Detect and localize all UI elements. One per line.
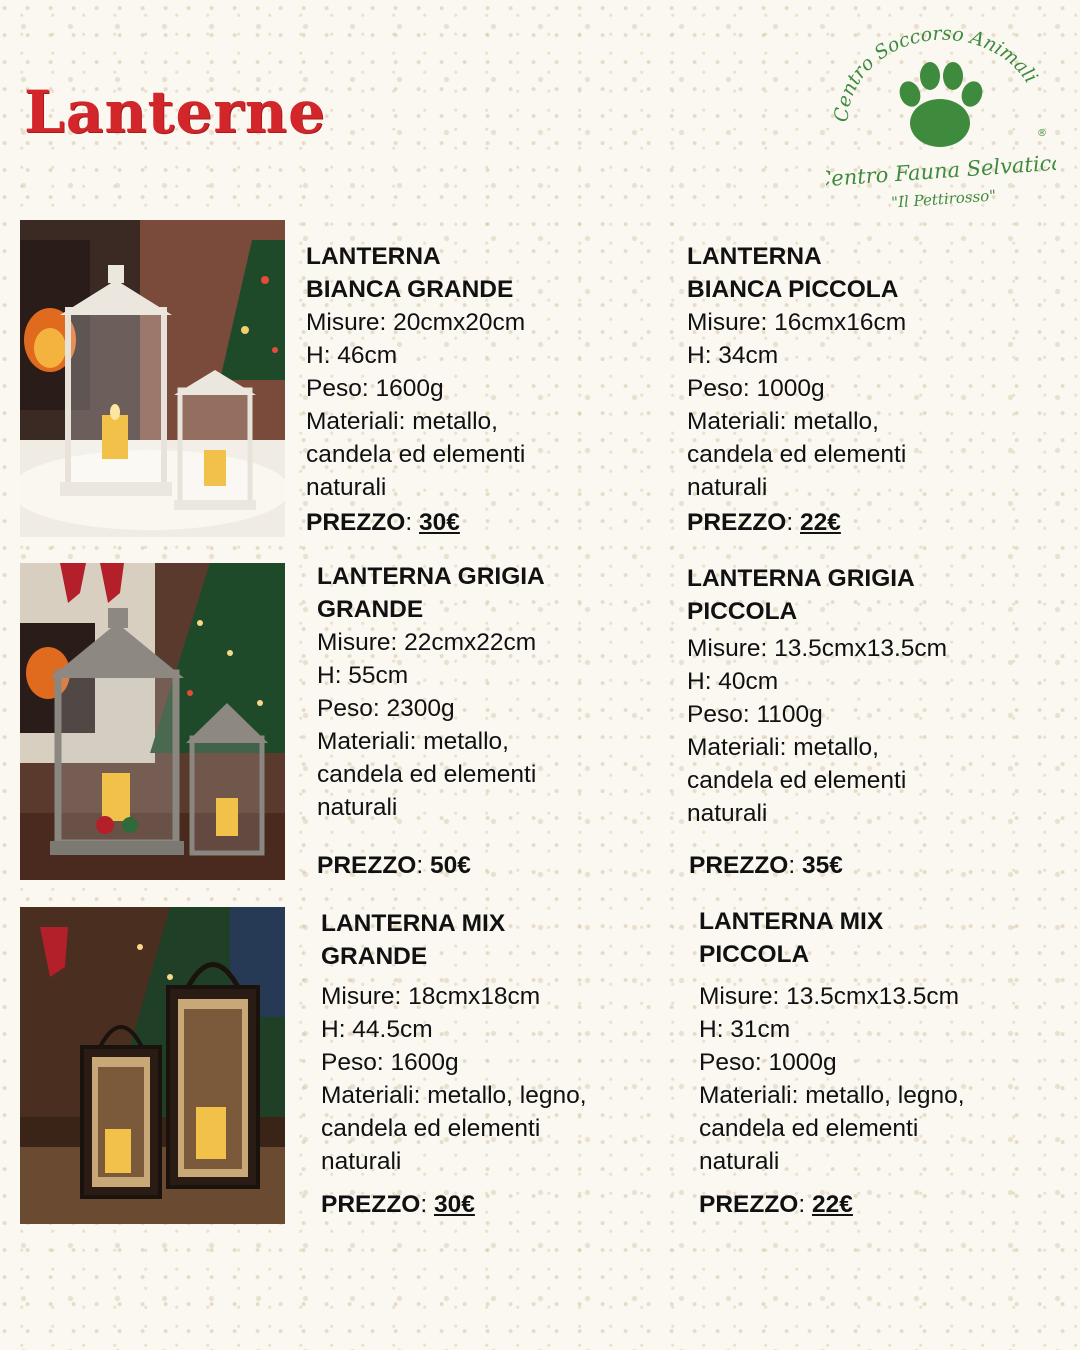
registered-mark: ® [1037,128,1047,139]
product-name-line1: LANTERNA GRIGIA [317,563,545,590]
product-height: H: 55cm [317,662,409,689]
product-materials-line3: naturali [699,1148,780,1175]
product-bianca-grande [306,240,525,504]
logo-line1: Centro Fauna Selvatica [826,150,1056,192]
product-materials-line3: naturali [317,794,398,821]
product-misure: Misure: 20cmx20cm [306,309,526,336]
product-misure: Misure: 13.5cmx13.5cm [699,983,960,1010]
price-value: 35€ [802,852,843,879]
grey-lanterns-photo [20,563,285,880]
product-materials-line3: naturali [687,800,768,827]
price-label: PREZZO [699,1191,799,1218]
product-weight: Peso: 2300g [317,695,455,722]
product-materials-line3: naturali [687,474,768,501]
product-mix-piccola [699,905,965,1178]
price-separator: : [420,1191,434,1218]
product-name-line1: LANTERNA MIX [699,908,884,935]
price-separator: : [788,852,802,879]
product-height: H: 44.5cm [321,1016,433,1043]
product-price [317,849,471,882]
paw-print-icon [896,62,986,147]
product-height: H: 40cm [687,668,779,695]
price-value: 30€ [419,509,460,536]
product-materials-line1: Materiali: metallo, legno, [321,1082,587,1109]
price-value: 50€ [430,852,471,879]
product-misure: Misure: 18cmx18cm [321,983,541,1010]
price-label: PREZZO [321,1191,421,1218]
price-value: 30€ [434,1191,475,1218]
product-name-line1: LANTERNA GRIGIA [687,565,915,592]
price-separator: : [798,1191,812,1218]
product-weight: Peso: 1000g [699,1049,837,1076]
white-lanterns-photo [20,220,285,537]
product-name-line2: BIANCA GRANDE [306,276,514,303]
product-price [687,506,841,539]
product-materials-line2: candela ed elementi [306,441,526,468]
product-weight: Peso: 1000g [687,375,825,402]
product-materials-line2: candela ed elementi [321,1115,541,1142]
product-materials-line1: Materiali: metallo, [687,734,879,761]
product-name-line2: BIANCA PICCOLA [687,276,899,303]
price-label: PREZZO [687,509,787,536]
logo-graphic [826,28,1056,213]
product-materials-line3: naturali [321,1148,402,1175]
product-misure: Misure: 13.5cmx13.5cm [687,635,948,662]
logo-arc-text: Centro Soccorso Animali [830,28,1042,123]
product-materials-line2: candela ed elementi [687,767,907,794]
product-bianca-piccola [687,240,906,504]
product-weight: Peso: 1600g [321,1049,459,1076]
price-value: 22€ [812,1191,853,1218]
price-label: PREZZO [306,509,406,536]
product-materials-line1: Materiali: metallo, [306,408,498,435]
product-name-line2: PICCOLA [687,598,798,625]
product-name-line1: LANTERNA MIX [321,910,506,937]
product-name-line2: PICCOLA [699,941,810,968]
product-name-line2: GRANDE [317,596,424,623]
product-materials-line2: candela ed elementi [699,1115,919,1142]
product-name-line1: LANTERNA [687,243,822,270]
price-separator: : [786,509,800,536]
product-height: H: 46cm [306,342,398,369]
product-height: H: 34cm [687,342,779,369]
product-weight: Peso: 1100g [687,701,823,728]
product-materials-line1: Materiali: metallo, [687,408,879,435]
product-materials-line2: candela ed elementi [687,441,907,468]
product-grigia-grande [317,560,545,824]
logo [826,28,1056,213]
product-grigia-piccola [687,562,947,830]
product-price [321,1188,475,1221]
product-price [689,849,843,882]
product-materials-line3: naturali [306,474,387,501]
product-price [306,506,460,539]
mix-lanterns-photo [20,907,285,1224]
price-value: 22€ [800,509,841,536]
product-weight: Peso: 1600g [306,375,444,402]
product-misure: Misure: 16cmx16cm [687,309,907,336]
price-label: PREZZO [689,852,789,879]
product-price [699,1188,853,1221]
page-title: Lanterne [24,78,326,146]
logo-line2: "Il Pettirosso" [890,186,997,212]
product-materials-line1: Materiali: metallo, [317,728,509,755]
product-name-line1: LANTERNA [306,243,441,270]
product-name-line2: GRANDE [321,943,428,970]
product-materials-line2: candela ed elementi [317,761,537,788]
product-mix-grande [321,907,587,1178]
product-height: H: 31cm [699,1016,791,1043]
product-materials-line1: Materiali: metallo, legno, [699,1082,965,1109]
price-separator: : [416,852,430,879]
product-misure: Misure: 22cmx22cm [317,629,537,656]
price-separator: : [405,509,419,536]
price-label: PREZZO [317,852,417,879]
